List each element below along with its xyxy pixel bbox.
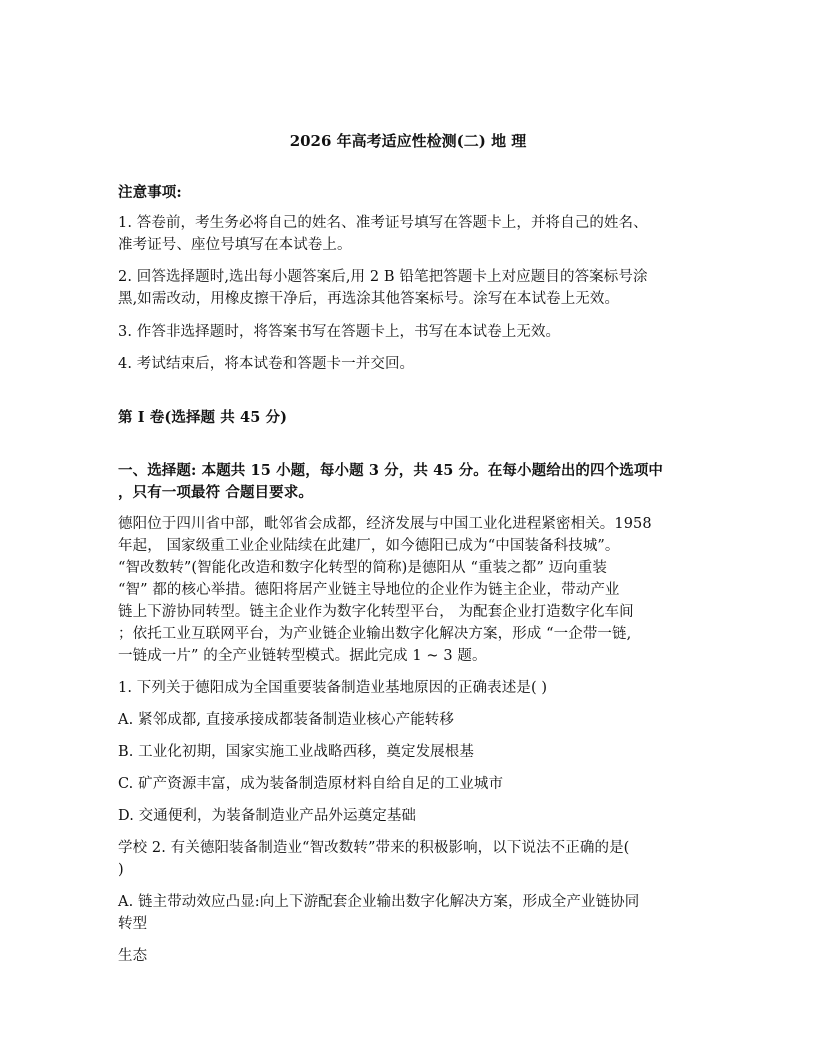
question-1-option-c: C. 矿产资源丰富，成为装备制造原材料自给自足的工业城市: [118, 776, 504, 792]
question-2-option-a-line-1: A. 链主带动效应凸显:向上下游配套企业输出数字化解决方案，形成全产业链协同: [118, 894, 640, 910]
question-1-option-d: D. 交通便利，为装备制造业产品外运奠定基础: [118, 808, 417, 824]
passage-line-3: “智改数转”(智能化改造和数字化转型的简称)是德阳从 “重装之都” 迈向重装: [118, 560, 607, 576]
question-2-stem-line-1: 学校 2. 有关德阳装备制造业“智改数转”带来的积极影响，以下说法不正确的是(: [118, 840, 630, 856]
section-heading: 第 I 卷(选择题 共 45 分): [118, 409, 288, 426]
notice-1-line-2: 准考证号、座位号填写在本试卷上。: [118, 237, 352, 253]
passage-line-7: 一链成一片” 的全产业链转型模式。据此完成 1 ~ 3 题。: [118, 648, 487, 664]
notice-heading: 注意事项:: [118, 184, 182, 201]
notice-3: 3. 作答非选择题时，将答案书写在答题卡上，书写在本试卷上无效。: [118, 324, 561, 340]
passage-line-1: 德阳位于四川省中部，毗邻省会成都，经济发展与中国工业化进程紧密相关。1958: [118, 516, 652, 532]
passage-line-4: “智” 都的核心举措。德阳将居产业链主导地位的企业作为链主企业，带动产业: [118, 582, 620, 598]
notice-2-line-1: 2. 回答选择题时,选出每小题答案后,用 2 B 铅笔把答题卡上对应题目的答案标号涂: [118, 269, 648, 285]
exam-title: 2026 年高考适应性检测(二) 地 理: [289, 132, 527, 150]
part-heading-line-2: ，只有一项最符 合题目要求。: [118, 484, 313, 501]
question-2-stem-line-2: ): [118, 862, 124, 878]
passage-line-5: 链上下游协同转型。链主企业作为数字化转型平台， 为配套企业打造数字化车间: [118, 604, 634, 620]
notice-2-line-2: 黑,如需改动，用橡皮擦干净后，再选涂其他答案标号。涂写在本试卷上无效。: [118, 291, 620, 307]
question-1-stem: 1. 下列关于德阳成为全国重要装备制造业基地原因的正确表述是( ): [118, 680, 548, 696]
notice-4: 4. 考试结束后，将本试卷和答题卡一并交回。: [118, 356, 415, 372]
question-2-option-a-line-2: 转型: [118, 916, 148, 932]
question-1-option-a: A. 紧邻成都, 直接承接成都装备制造业核心产能转移: [118, 712, 455, 728]
passage-line-2: 年起， 国家级重工业企业陆续在此建厂，如今德阳已成为“中国装备科技城”。: [118, 538, 620, 554]
notice-1-line-1: 1. 答卷前，考生务必将自己的姓名、准考证号填写在答题卡上，并将自己的姓名、: [118, 215, 648, 231]
question-1-option-b: B. 工业化初期，国家实施工业战略西移，奠定发展根基: [118, 744, 474, 760]
passage-line-6: ；依托工业互联网平台，为产业链企业输出数字化解决方案，形成 “一企带一链,: [118, 626, 632, 642]
part-heading-line-1: 一、选择题: 本题共 15 小题，每小题 3 分，共 45 分。在每小题给出的四个选项中: [118, 462, 664, 479]
trailing-text: 生态: [118, 948, 148, 964]
